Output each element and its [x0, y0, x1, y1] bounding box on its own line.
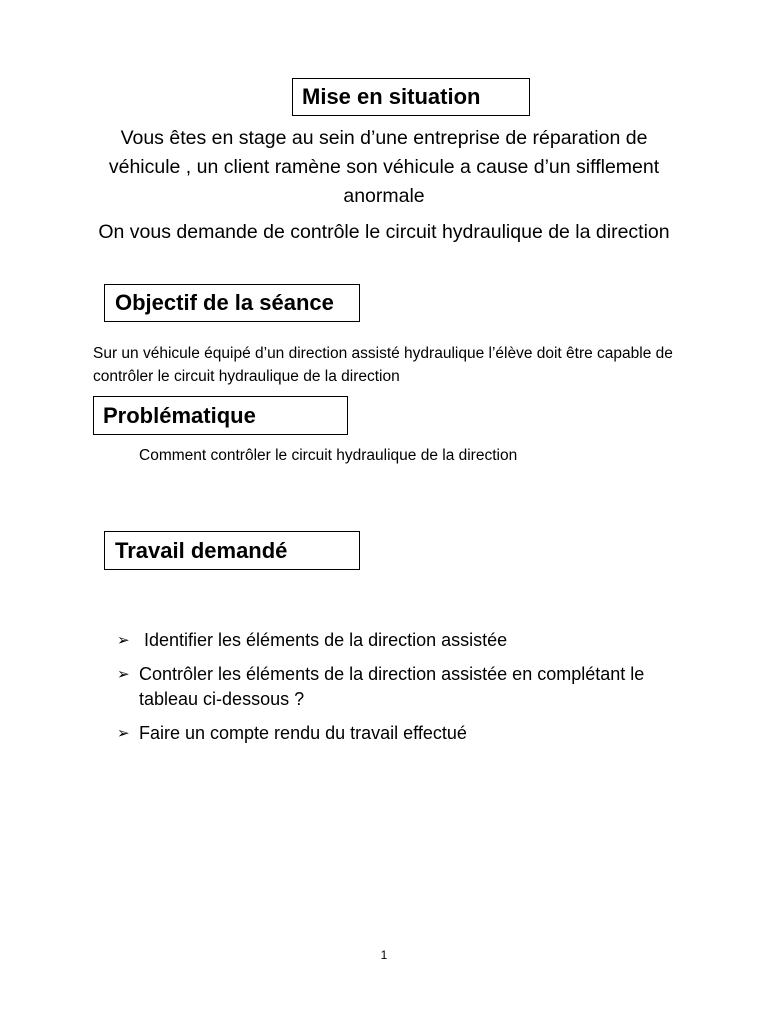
- arrowhead-bullet-icon: ➢: [117, 666, 130, 683]
- task-item: [117, 628, 677, 653]
- page-number: 1: [380, 948, 388, 962]
- problematique-heading: Problématique: [103, 402, 256, 428]
- task-label: Contrôler les éléments de la direction assistée en complétant le tableau ci-dessous ?: [139, 664, 645, 709]
- travail-heading-box: [104, 531, 360, 570]
- mise-en-situation-heading-box: [292, 78, 530, 116]
- objectif-heading: Objectif de la séance: [115, 290, 334, 315]
- travail-heading: Travail demandé: [115, 537, 288, 563]
- problematique-text: Comment contrôler le circuit hydraulique de la direction: [139, 447, 518, 464]
- task-item: [117, 721, 677, 746]
- arrowhead-bullet-icon: ➢: [117, 725, 130, 742]
- objectif-text: Sur un véhicule équipé d’un direction assisté hydraulique l’élève doit être capable de contrôler le circuit hydraulique de la direction: [93, 345, 673, 385]
- situation-paragraph-2: On vous demande de contrôle le circuit hydraulique de la direction: [98, 221, 670, 243]
- task-list: [117, 628, 677, 755]
- task-label: Identifier les éléments de la direction assistée: [144, 630, 508, 650]
- objectif-heading-box: [104, 284, 360, 322]
- arrowhead-bullet-icon: ➢: [117, 632, 130, 649]
- task-label: Faire un compte rendu du travail effectué: [139, 723, 467, 743]
- situation-paragraph-1: Vous êtes en stage au sein d’une entreprise de réparation de véhicule , un client ramène son véhicule a cause d’un sifflement anormale: [108, 127, 660, 207]
- mise-en-situation-heading: Mise en situation: [302, 84, 481, 109]
- task-item: [117, 662, 677, 712]
- problematique-heading-box: [93, 396, 348, 435]
